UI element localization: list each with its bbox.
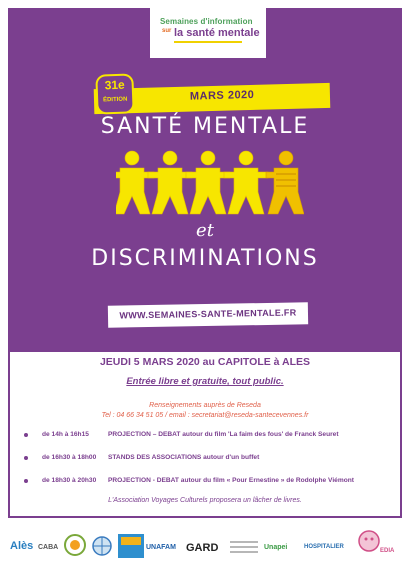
event-title: JEUDI 5 MARS 2020 au CAPITOLE à ALES [99,356,311,368]
edition-label: ÉDITION [102,96,128,104]
event-item [24,431,396,454]
event-time: de 14h à 16h15 [42,431,89,438]
event-description: PROJECTION - DEBAT autour du film « Pour Ernestine » de Rodolphe Viémont [108,477,354,484]
logo-line2: la santé mentale [174,27,260,39]
event-description: STANDS DES ASSOCIATIONS autour d'un buffet [108,454,260,461]
poster [8,8,402,352]
bullet-icon [24,479,28,483]
event-info-box [8,352,402,518]
bullet-icon [24,433,28,437]
poster-title-line2: DISCRIMINATIONS [91,246,319,271]
partner-logo-lines-icon [230,538,258,556]
event-time: de 16h30 à 18h00 [42,454,97,461]
partner-logo-edia: EDIA [380,548,395,554]
poster-title-et: et [196,220,214,241]
edition-number: 31e [104,77,125,93]
logo-line1: Semaines d'information [160,17,253,26]
event-description: PROJECTION – DEBAT autour du film 'La faim des fous' de Franck Seuret [108,431,339,438]
partner-logo-ales: Alès [10,540,34,552]
event-footer: L'Association Voyages Culturels proposera un lâcher de livres. [108,497,302,504]
edition-badge [95,73,134,114]
partner-logo-unafam: UNAFAM [146,544,176,551]
event-list [24,431,396,500]
partner-logo-face-icon [358,530,380,552]
paper-chain-people-icon [116,148,304,218]
partner-logo-square-icon [118,534,144,558]
poster-title-line1: SANTÉ MENTALE [100,114,310,139]
partner-logo-globe-icon [92,536,112,556]
sism-logo [150,8,266,58]
bullet-icon [24,456,28,460]
partner-logo-unapei: Unapei [264,544,288,551]
partner-logo-hospitalier: HOSPITALIER [304,544,344,550]
url-band [108,302,308,327]
partner-logo-gard: GARD [186,542,219,554]
partner-logos [8,524,402,564]
contact-line1: Renseignements auprès de Reseda [149,402,261,409]
poster-url[interactable]: WWW.SEMAINES-SANTE-MENTALE.FR [119,307,297,321]
date-text: MARS 2020 [189,88,255,103]
logo-sur: sur [162,28,172,34]
partner-logo-caba: CABA [38,544,59,551]
partner-logo-circle-icon [64,534,86,556]
event-item [24,454,396,477]
event-subtitle: Entrée libre et gratuite, tout public. [126,376,284,387]
logo-underline [174,41,242,43]
event-time: de 18h30 à 20h30 [42,477,97,484]
contact-line2: Tel : 04 66 34 51 05 / email : secretariat@reseda-santecevennes.fr [101,412,309,419]
